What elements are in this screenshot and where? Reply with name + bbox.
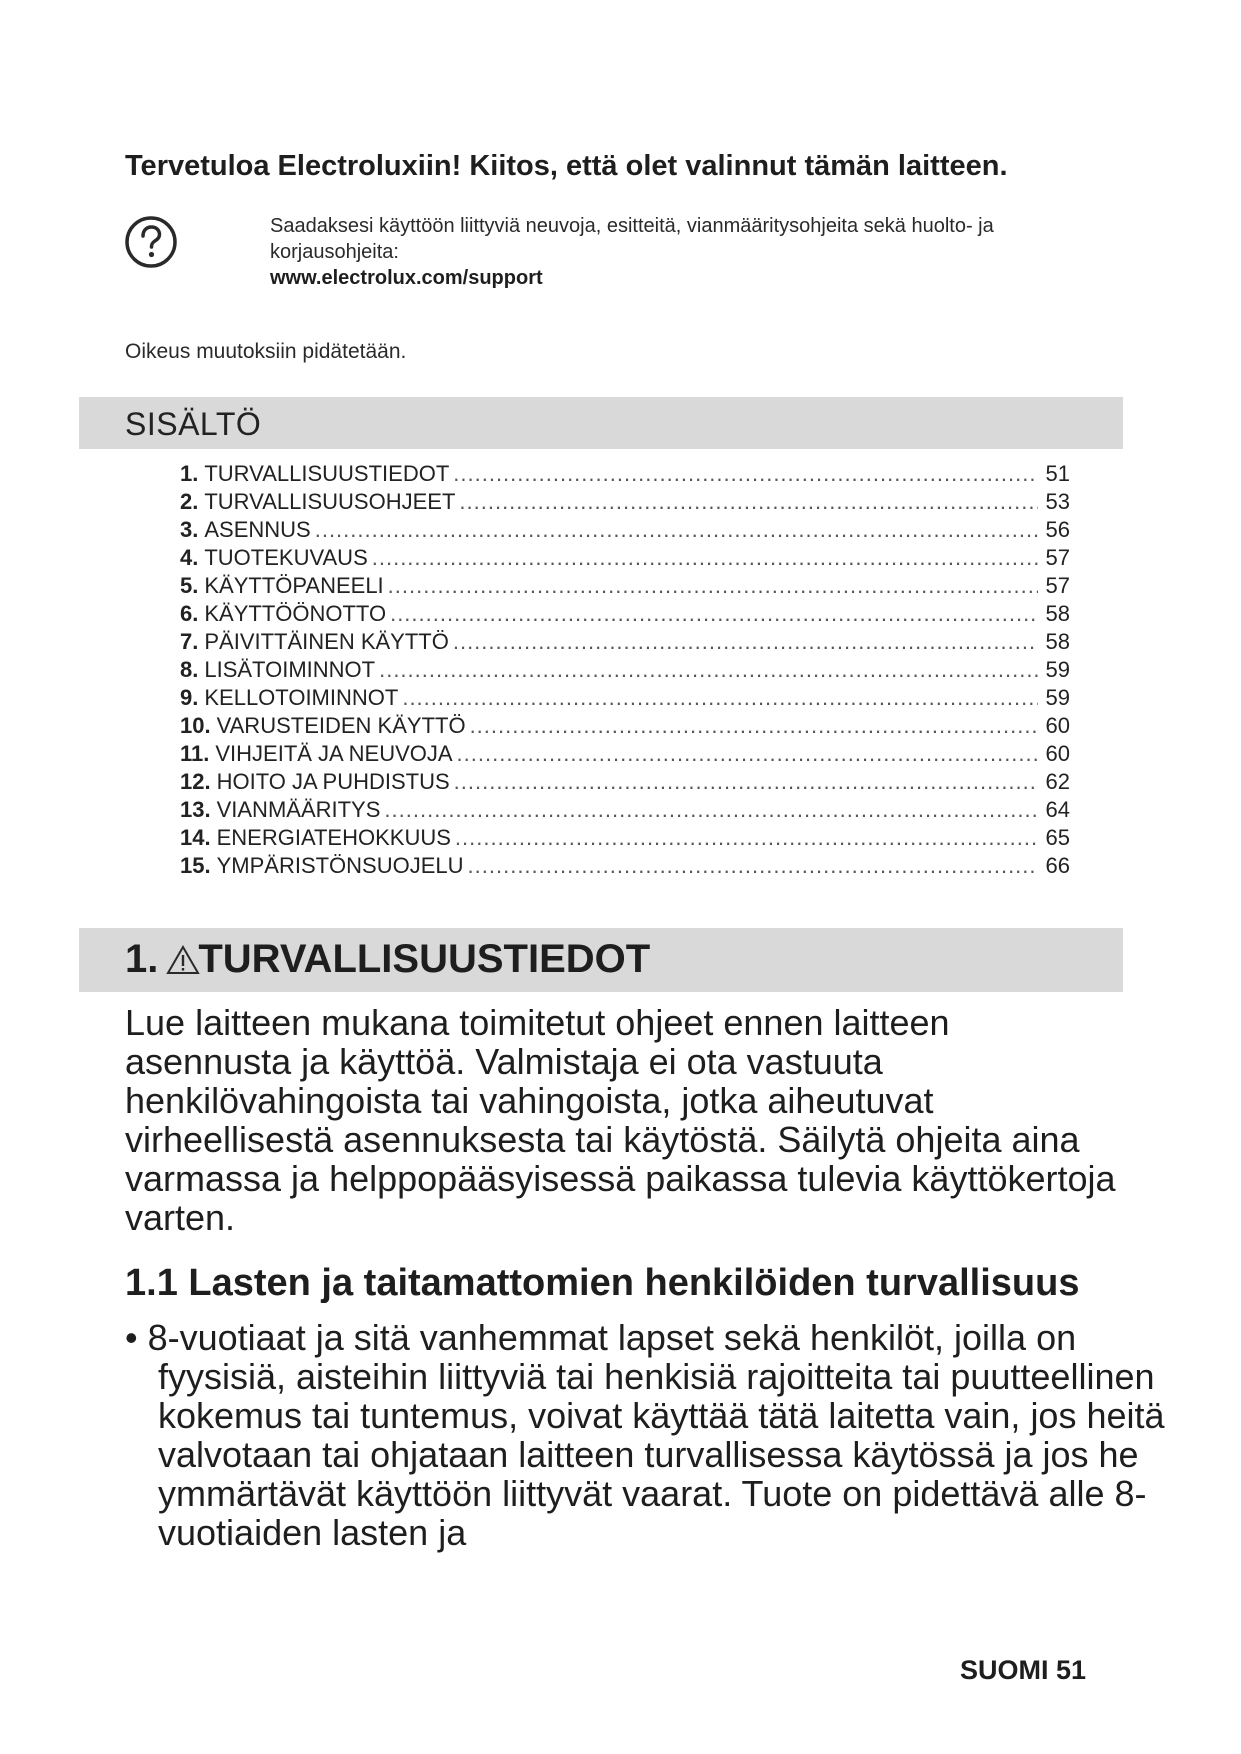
toc-item-title: KELLOTOIMINNOT bbox=[204, 685, 399, 710]
toc-leader-dots bbox=[453, 461, 1038, 487]
toc-leader-dots bbox=[454, 769, 1038, 795]
toc-item[interactable] bbox=[180, 713, 1070, 741]
toc-item-title: ENERGIATEHOKKUUS bbox=[216, 825, 451, 850]
toc-item[interactable] bbox=[180, 489, 1070, 517]
toc-item-title: TURVALLISUUSTIEDOT bbox=[204, 461, 450, 486]
support-description: Saadaksesi käyttöön liittyviä neuvoja, esitteitä, vianmääritysohjeita sekä huolto- ja korjausohjeita: bbox=[270, 215, 994, 263]
toc-item[interactable] bbox=[180, 545, 1070, 573]
toc-item-number: 4. bbox=[180, 545, 199, 570]
toc-leader-dots bbox=[457, 741, 1038, 767]
toc-item-title: TUOTEKUVAUS bbox=[204, 545, 368, 570]
subsection-title: 1.1 Lasten ja taitamattomien henkilöiden turvallisuus bbox=[125, 1262, 1080, 1304]
toc-item-title: VIANMÄÄRITYS bbox=[216, 797, 381, 822]
toc-item-page: 59 bbox=[1045, 657, 1070, 682]
list-item: • 8-vuotiaat ja sitä vanhemmat lapset sekä henkilöt, joilla on fyysisiä, aisteihin liittyviä tai henkisiä rajoitteita tai puutteellinen kokemus tai tuntemus, voivat käyttää tätä laitetta vain, jos heitä valvotaan tai ohjataan laitteen turvallisessa käytössä ja jos he ymmärtävät käyttöön liittyvät vaarat. Tuote on pidettävä alle 8-vuotiaiden lasten ja bbox=[125, 1317, 1165, 1553]
toc-item-number: 10. bbox=[180, 713, 211, 738]
toc-leader-dots bbox=[455, 825, 1038, 851]
toc-item-number: 2. bbox=[180, 489, 199, 514]
toc-item-page: 65 bbox=[1045, 825, 1070, 850]
toc-item-title: KÄYTTÖPANEELI bbox=[204, 573, 384, 598]
toc-item-title: HOITO JA PUHDISTUS bbox=[216, 769, 450, 794]
section-number: 1. bbox=[125, 937, 159, 981]
toc-item-number: 11. bbox=[180, 741, 210, 766]
toc-item[interactable] bbox=[180, 825, 1070, 853]
table-of-contents bbox=[180, 461, 1070, 881]
toc-item-number: 3. bbox=[180, 517, 199, 542]
toc-leader-dots bbox=[379, 657, 1038, 683]
toc-leader-dots bbox=[468, 853, 1038, 879]
toc-leader-dots bbox=[372, 545, 1038, 571]
toc-item-title: VARUSTEIDEN KÄYTTÖ bbox=[216, 713, 466, 738]
toc-item-number: 13. bbox=[180, 797, 211, 822]
toc-item-title: KÄYTTÖÖNOTTO bbox=[204, 601, 387, 626]
rights-notice: Oikeus muutoksiin pidätetään. bbox=[125, 340, 407, 363]
toc-item[interactable] bbox=[180, 461, 1070, 489]
toc-item[interactable] bbox=[180, 573, 1070, 601]
welcome-title: Tervetuloa Electroluxiin! Kiitos, että olet valinnut tämän laitteen. bbox=[125, 150, 1008, 182]
toc-item-number: 1. bbox=[180, 461, 199, 486]
section-heading bbox=[125, 937, 650, 982]
toc-item-page: 58 bbox=[1045, 629, 1070, 654]
toc-item-page: 64 bbox=[1045, 797, 1070, 822]
toc-item-page: 60 bbox=[1045, 713, 1070, 738]
toc-item-title: LISÄTOIMINNOT bbox=[204, 657, 376, 682]
toc-item[interactable] bbox=[180, 685, 1070, 713]
toc-item-number: 12. bbox=[180, 769, 211, 794]
toc-item-title: YMPÄRISTÖNSUOJELU bbox=[216, 853, 464, 878]
section-intro: Lue laitteen mukana toimitetut ohjeet ennen laitteen asennusta ja käyttöä. Valmistaja ei ota vastuuta henkilövahingoista tai vahingoista, jotka aiheutuvat virheellisestä asennuksesta tai käytöstä. Säilytä ohjeita aina varmassa ja helppopääsyisessä paikassa tulevia käyttökertoja varten. bbox=[125, 1002, 1116, 1238]
toc-leader-dots bbox=[453, 629, 1038, 655]
toc-item-number: 8. bbox=[180, 657, 199, 682]
toc-item-page: 59 bbox=[1045, 685, 1070, 710]
toc-item[interactable] bbox=[180, 741, 1070, 769]
toc-item-page: 57 bbox=[1045, 573, 1070, 598]
toc-item[interactable] bbox=[180, 797, 1070, 825]
toc-item-number: 9. bbox=[180, 685, 199, 710]
toc-item-page: 56 bbox=[1045, 517, 1070, 542]
warning-triangle-icon bbox=[166, 945, 200, 975]
toc-item-number: 6. bbox=[180, 601, 199, 626]
toc-item-number: 5. bbox=[180, 573, 199, 598]
support-url[interactable]: www.electrolux.com/support bbox=[270, 267, 543, 289]
toc-heading: SISÄLTÖ bbox=[125, 406, 262, 442]
toc-item-number: 15. bbox=[180, 853, 211, 878]
toc-item[interactable] bbox=[180, 769, 1070, 797]
question-mark-circle-icon bbox=[124, 215, 178, 269]
toc-leader-dots bbox=[402, 685, 1038, 711]
toc-item-number: 7. bbox=[180, 629, 199, 654]
toc-item[interactable] bbox=[180, 629, 1070, 657]
toc-leader-dots bbox=[470, 713, 1038, 739]
toc-item-number: 14. bbox=[180, 825, 211, 850]
toc-leader-dots bbox=[315, 517, 1038, 543]
toc-item[interactable] bbox=[180, 853, 1070, 881]
toc-item-page: 60 bbox=[1045, 741, 1070, 766]
toc-item[interactable] bbox=[180, 657, 1070, 685]
toc-item[interactable] bbox=[180, 601, 1070, 629]
toc-item-page: 62 bbox=[1045, 769, 1070, 794]
toc-item-page: 58 bbox=[1045, 601, 1070, 626]
toc-item-page: 53 bbox=[1045, 489, 1070, 514]
toc-item-page: 57 bbox=[1045, 545, 1070, 570]
toc-leader-dots bbox=[388, 573, 1038, 599]
toc-leader-dots bbox=[384, 797, 1038, 823]
toc-item-title: VIHJEITÄ JA NEUVOJA bbox=[215, 741, 453, 766]
section-title: TURVALLISUUSTIEDOT bbox=[198, 937, 651, 981]
toc-item-title: ASENNUS bbox=[204, 517, 311, 542]
toc-item-title: TURVALLISUUSOHJEET bbox=[204, 489, 456, 514]
page-footer: SUOMI 51 bbox=[960, 1655, 1087, 1685]
toc-leader-dots bbox=[459, 489, 1038, 515]
toc-item[interactable] bbox=[180, 517, 1070, 545]
toc-leader-dots bbox=[390, 601, 1038, 627]
support-info bbox=[270, 213, 1110, 291]
toc-item-page: 51 bbox=[1045, 461, 1070, 486]
toc-item-title: PÄIVITTÄINEN KÄYTTÖ bbox=[204, 629, 449, 654]
toc-item-page: 66 bbox=[1045, 853, 1070, 878]
